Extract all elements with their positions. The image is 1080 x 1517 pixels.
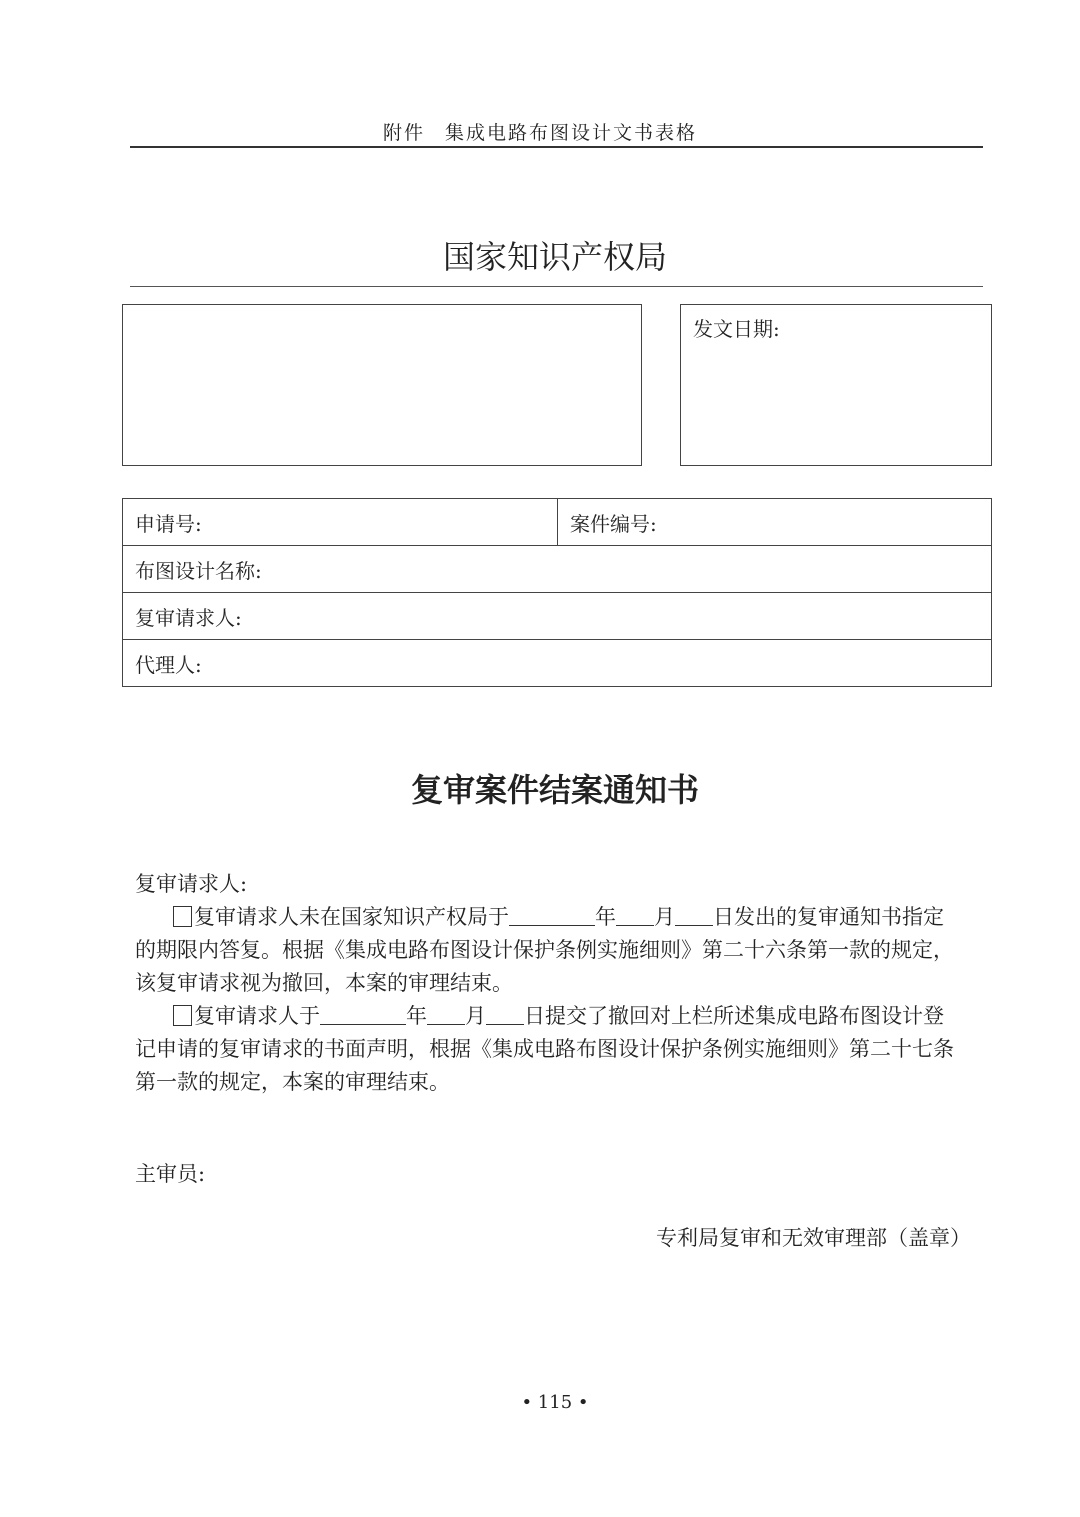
notice-title: 复审案件结案通知书 [410, 771, 699, 809]
issue-date-box [680, 304, 992, 466]
case-info-table [122, 498, 992, 687]
header-title: 集成电路布图设计文书表格 [445, 122, 698, 144]
text: 的期限内答复。根据《集成电路布图设计保护条例实施细则》第二十六条第一款的规定， [135, 938, 954, 962]
day-blank[interactable] [675, 907, 713, 926]
year-blank[interactable] [509, 907, 595, 926]
day-blank[interactable] [486, 1006, 524, 1025]
header-rule [130, 146, 983, 148]
text: 复审请求人于 [194, 1004, 320, 1028]
organization-title: 国家知识产权局 [442, 238, 667, 276]
text: 年 [595, 905, 616, 929]
text: 年 [406, 1004, 427, 1028]
year-blank[interactable] [320, 1006, 406, 1025]
requester-field: 复审请求人: [123, 593, 992, 640]
text: 复审请求人未在国家知识产权局于 [194, 905, 509, 929]
text: 月 [654, 905, 675, 929]
application-number-field: 申请号: [123, 499, 558, 546]
running-header [0, 118, 1080, 145]
agent-field: 代理人: [123, 640, 992, 687]
title-rule [130, 286, 983, 287]
month-blank[interactable] [427, 1006, 465, 1025]
text: 记申请的复审请求的书面声明，根据《集成电路布图设计保护条例实施细则》第二十七条 [135, 1037, 954, 1061]
salutation: 复审请求人: [135, 872, 248, 896]
text: 日发出的复审通知书指定 [713, 905, 944, 929]
header-label: 附件 [382, 122, 425, 144]
page-number: • 115 • [521, 1392, 589, 1413]
design-name-field: 布图设计名称: [123, 546, 992, 593]
option-2-checkbox[interactable] [173, 1005, 192, 1026]
department-seal-label: 专利局复审和无效审理部（盖章） [656, 1226, 971, 1250]
option-1-checkbox[interactable] [173, 906, 192, 927]
issue-date-label: 发文日期: [693, 317, 780, 341]
option-1 [135, 901, 954, 1000]
text: 日提交了撤回对上栏所述集成电路布图设计登 [524, 1004, 944, 1028]
text: 该复审请求视为撤回，本案的审理结束。 [135, 971, 513, 995]
month-blank[interactable] [616, 907, 654, 926]
text: 月 [465, 1004, 486, 1028]
address-box [122, 304, 642, 466]
option-2 [135, 1000, 954, 1099]
case-number-field: 案件编号: [558, 499, 992, 546]
text: 第一款的规定，本案的审理结束。 [135, 1070, 450, 1094]
examiner-label: 主审员: [135, 1162, 206, 1186]
